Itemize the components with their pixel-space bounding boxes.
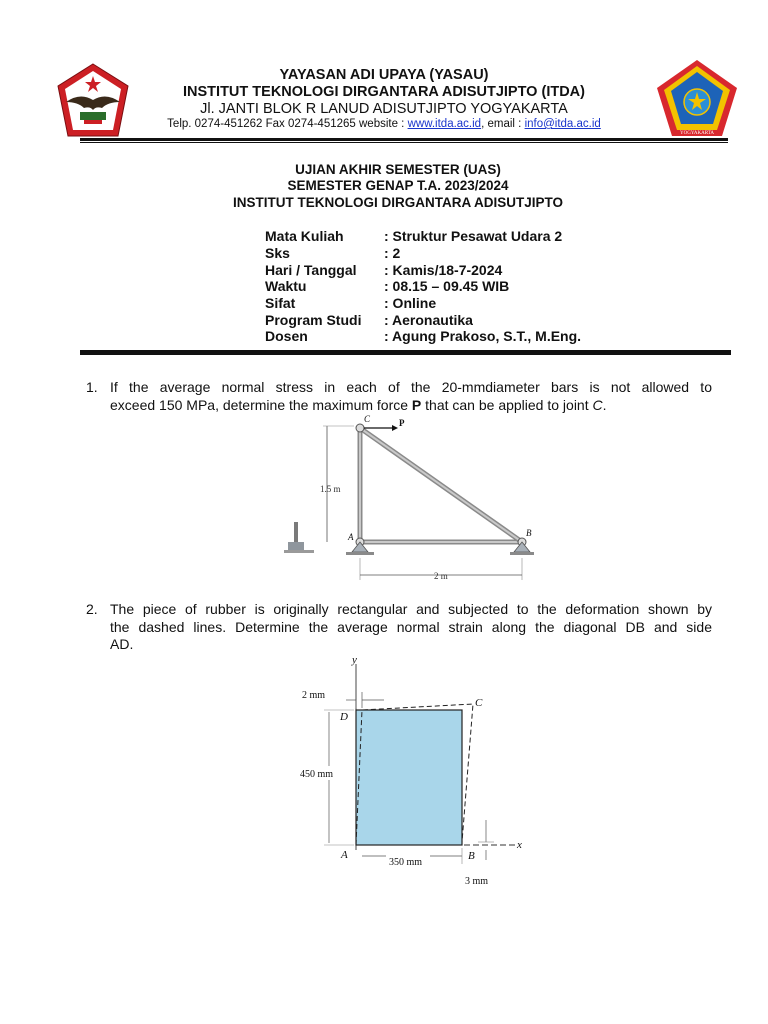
info-divider — [80, 350, 731, 355]
label-x: x — [517, 839, 522, 851]
label-a: A — [341, 849, 348, 861]
question-1-text: If the average normal stress in each of the 20-mmdiameter bars is not allowed to exceed 150 MPa, determine the maximum force P that can be applied to joint C. — [110, 379, 712, 413]
letterhead-foundation: YAYASAN ADI UPAYA (YASAU) — [279, 67, 489, 83]
question-1-number: 1. — [86, 379, 98, 395]
right-logo-text: YOGYAKARTA — [679, 131, 715, 136]
label-c: C — [364, 414, 371, 424]
label-b: B — [468, 850, 475, 862]
letterhead-address: Jl. JANTI BLOK R LANUD ADISUTJIPTO YOGYAKARTA — [200, 101, 568, 117]
truss-diagram — [280, 412, 550, 584]
contact-email-prefix: , email : — [481, 118, 525, 130]
question-2-number: 2. — [86, 601, 98, 617]
figure-2-rubber — [298, 652, 530, 892]
label-a: A — [348, 532, 354, 542]
label-p: P — [399, 418, 405, 428]
label-y: y — [352, 654, 357, 666]
rubber-block — [356, 710, 462, 845]
figure-1-truss — [280, 412, 550, 584]
info-row-sks: Sks : 2 — [265, 245, 401, 261]
info-row-lecturer: Dosen : Agung Prakoso, S.T., M.Eng. — [265, 328, 582, 344]
info-row-nature: Sifat : Online — [265, 295, 437, 311]
exam-title: UJIAN AKHIR SEMESTER (UAS) — [295, 162, 501, 177]
info-row-course: Mata Kuliah : Struktur Pesawat Udara 2 — [265, 228, 563, 244]
contact-phone: Telp. 0274-451262 Fax 0274-451265 website : — [167, 118, 408, 130]
email-link[interactable]: info@itda.ac.id — [524, 118, 601, 130]
dim-top: 2 mm — [302, 690, 326, 701]
letterhead-divider-thin — [80, 142, 728, 143]
info-row-date: Hari / Tanggal : Kamis/18-7-2024 — [265, 262, 503, 278]
letterhead-institute: INSTITUT TEKNOLOGI DIRGANTARA ADISUTJIPTO (ITDA) — [183, 84, 585, 100]
label-b: B — [526, 528, 532, 538]
height-label: 1.5 m — [320, 484, 341, 494]
width-label: 2 m — [434, 571, 448, 581]
dim-bottom: 3 mm — [465, 876, 489, 887]
info-row-program: Program Studi : Aeronautika — [265, 312, 473, 328]
dim-height: 450 mm — [300, 769, 334, 780]
letterhead-divider — [80, 138, 728, 141]
dim-width: 350 mm — [389, 857, 423, 868]
rubber-deformation-diagram — [298, 652, 530, 892]
letterhead-contact — [0, 118, 768, 130]
label-c: C — [475, 697, 483, 709]
exam-semester: SEMESTER GENAP T.A. 2023/2024 — [287, 178, 509, 193]
label-d: D — [340, 711, 348, 723]
exam-institute: INSTITUT TEKNOLOGI DIRGANTARA ADISUTJIPTO — [233, 195, 563, 210]
info-row-time: Waktu : 08.15 – 09.45 WIB — [265, 278, 510, 294]
question-2-text: The piece of rubber is originally rectangular and subjected to the deformation shown by the dashed lines. Determine the average normal strain along the diagonal DB and side AD. — [110, 601, 712, 652]
website-link[interactable]: www.itda.ac.id — [407, 118, 482, 130]
